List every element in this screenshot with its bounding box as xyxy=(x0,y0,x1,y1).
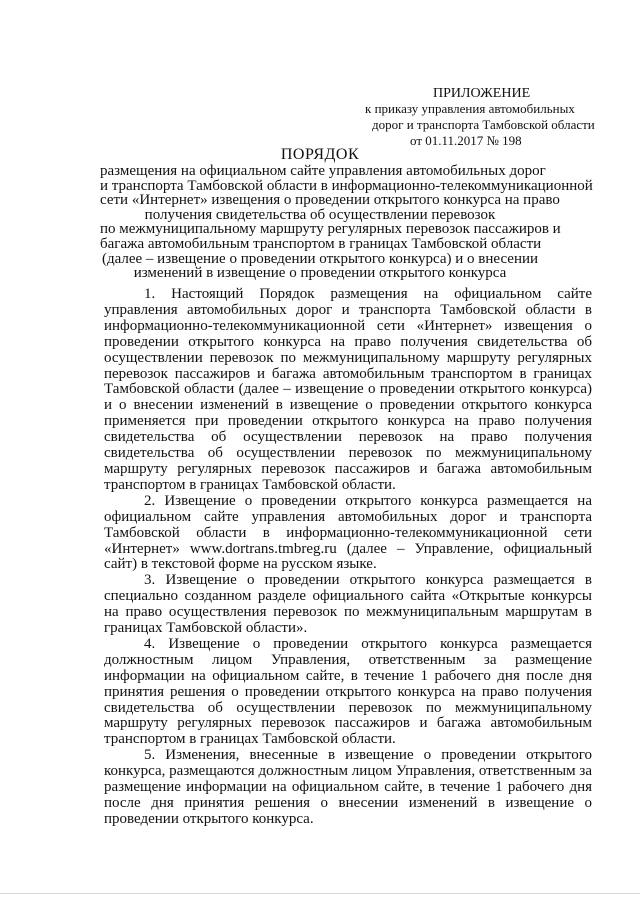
subtitle-line: размещения на официальном сайте управления автомобильных дорог xyxy=(100,163,546,179)
paragraph-5: 5. Изменения, внесенные в извещение о проведении открытого конкурса, размещаются должностным лицом Управления, ответственным за размещение информации на официальном сайте, в течение 1 рабочего дня после дня принятия решения о внесении изменений в извещение о проведении открытого конкурса. xyxy=(104,747,592,827)
paragraph-3: 3. Извещение о проведении открытого конкурса размещается в специально созданном разделе официального сайта «Открытые конкурсы на право осуществления перевозок по межмуниципальным маршрутам в границах Тамбовской области». xyxy=(104,572,592,637)
subtitle-line: (далее – извещение о проведении открытого конкурса) и о внесении xyxy=(101,250,539,267)
document-title: ПОРЯДОК xyxy=(280,146,360,163)
subtitle-line: по межмуниципальному маршруту регулярных перевозок пассажиров и xyxy=(100,221,561,238)
appendix-title: ПРИЛОЖЕНИЕ xyxy=(433,86,531,101)
subtitle-line: багажа автомобильным транспортом в границах Тамбовской области xyxy=(100,235,542,252)
appendix-date-line: от 01.11.2017 № 198 xyxy=(410,133,522,148)
subtitle-line: изменений в извещение о проведении открытого конкурса xyxy=(133,265,507,282)
paragraph-1: 1. Настоящий Порядок размещения на официальном сайте управления автомобильных дорог и транспорта Тамбовской области в информационно-телекоммуникационной сети «Интернет» извещения о проведении открытого конкурса на право получения свидетельства об осуществлении перевозок по межмуниципальному маршруту регулярных перевозок пассажиров и багажа автомобильным транспортом в границах Тамбовской области (далее – извещение о проведении открытого конкурса) и о внесении изменений в извещение о проведении открытого конкурса применяется при проведении открытого конкурса на право получения свидетельства об осуществлении перевозок на право получения свидетельства об осуществлении перевозок по межмуниципальному маршруту регулярных перевозок пассажиров и багажа автомобильным транспортом в границах Тамбовской области. xyxy=(104,286,592,493)
subtitle-line: и транспорта Тамбовской области в информационно-телекоммуникационной xyxy=(100,177,593,194)
appendix-order-line: к приказу управления автомобильных xyxy=(365,101,575,116)
scan-edge-divider xyxy=(0,893,640,894)
paragraph-2: 2. Извещение о проведении открытого конкурса размещается на официальном сайте управления автомобильных дорог и транспорта Тамбовской области в информационно-телекоммуникационной сети «Интернет» www.dortrans.tmbreg.ru (далее – Управление, официальный сайт) в текстовой форме на русском языке. xyxy=(104,492,592,573)
paragraph-4: 4. Извещение о проведении открытого конкурса размещается должностным лицом Управления, ответственным за размещение информации на официальном сайте, в течение 1 рабочего дня после дня принятия решения о проведении открытого конкурса на право получения свидетельства об осуществлении перевозок по межмуниципальному маршруту регулярных перевозок пассажиров и багажа автомобильным транспортом в границах Тамбовской области. xyxy=(104,635,592,748)
subtitle-line: сети «Интернет» извещения о проведении открытого конкурса на право xyxy=(100,192,560,209)
subtitle-line: получения свидетельства об осуществлении перевозок xyxy=(144,206,496,223)
document-body xyxy=(104,287,592,828)
appendix-department-line: дорог и транспорта Тамбовской области xyxy=(372,117,595,132)
document-subtitle xyxy=(100,163,593,282)
